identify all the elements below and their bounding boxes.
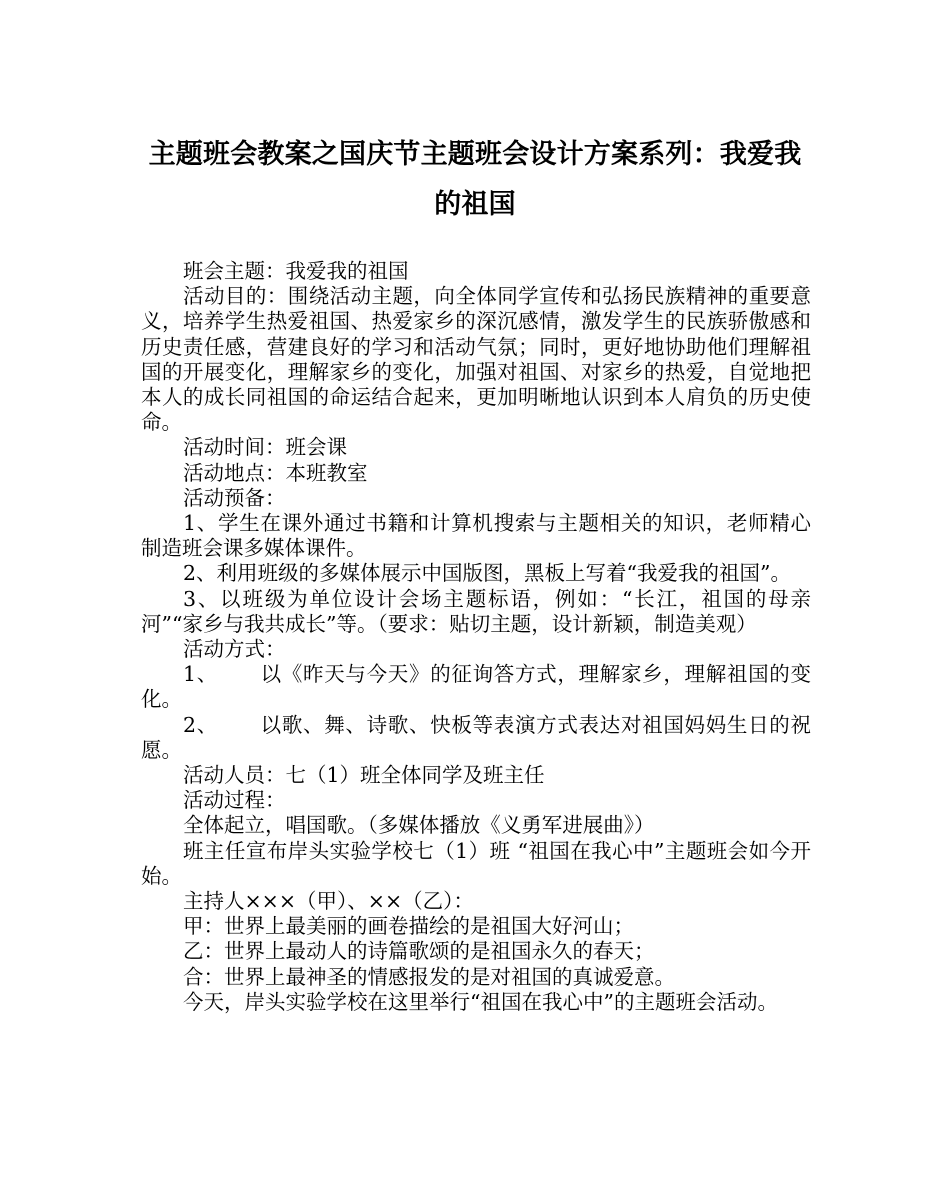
paragraph-line-yi: 乙：世界上最动人的诗篇歌颂的是祖国永久的春天； — [183, 939, 655, 964]
method-2-number: 2、 — [183, 712, 218, 737]
title-line-2: 的祖国 — [434, 189, 516, 220]
method-1-text: 以《昨天与今天》的征询答方式，理解家乡，理解祖国的变化。 — [141, 662, 811, 712]
paragraph-method-1 — [141, 662, 811, 712]
document-title — [141, 130, 809, 230]
paragraph-announce: 班主任宣布岸头实验学校七（1）班 “祖国在我心中”主题班会如今开始。 — [141, 838, 811, 888]
paragraph-place: 活动地点：本班教室 — [183, 460, 368, 485]
paragraph-people: 活动人员：七（1）班全体同学及班主任 — [183, 763, 545, 788]
title-line-1: 主题班会教案之国庆节主题班会设计方案系列：我爱我 — [148, 139, 802, 170]
document-body — [141, 259, 811, 1015]
paragraph-today: 今天，岸头实验学校在这里举行“祖国在我心中”的主题班会活动。 — [183, 989, 778, 1014]
paragraph-theme: 班会主题：我爱我的祖国 — [183, 259, 409, 283]
paragraph-method-2 — [141, 713, 811, 763]
paragraph-method-heading: 活动方式： — [183, 637, 286, 662]
paragraph-prep-2: 2、利用班级的多媒体展示中国版图，黑板上写着“我爱我的祖国”。 — [183, 561, 792, 586]
paragraph-line-he: 合：世界上最神圣的情感报发的是对祖国的真诚爱意。 — [183, 964, 675, 989]
method-2-text: 以歌、舞、诗歌、快板等表演方式表达对祖国妈妈生日的祝愿。 — [141, 712, 811, 762]
paragraph-prep-1: 1、学生在课外通过书籍和计算机搜索与主题相关的知识，老师精心制造班会课多媒体课件。 — [141, 511, 811, 561]
paragraph-line-jia: 甲：世界上最美丽的画卷描绘的是祖国大好河山； — [183, 914, 634, 939]
paragraph-time: 活动时间：班会课 — [183, 435, 347, 460]
paragraph-prep-3: 3、以班级为单位设计会场主题标语，例如：“长江，祖国的母亲河”“家乡与我共成长”等。（要求：贴切主题，设计新颖，制造美观） — [141, 586, 811, 636]
method-1-number: 1、 — [183, 662, 218, 687]
paragraph-purpose: 活动目的：围绕活动主题，向全体同学宣传和弘扬民族精神的重要意义，培养学生热爱祖国、热爱家乡的深沉感情，激发学生的民族骄傲感和历史责任感，营建良好的学习和活动气氛；同时，更好地协助他们理解祖国的开展变化，理解家乡的变化，加强对祖国、对家乡的热爱，自觉地把本人的成长同祖国的命运结合起来，更加明晰地认识到本人肩负的历史使命。 — [141, 284, 811, 435]
paragraph-prep-heading: 活动预备： — [183, 485, 286, 510]
paragraph-process-heading: 活动过程： — [183, 788, 286, 813]
paragraph-anthem: 全体起立，唱国歌。（多媒体播放《义勇军进展曲》） — [183, 813, 655, 838]
paragraph-hosts: 主持人×××（甲）、××（乙）： — [183, 889, 474, 914]
